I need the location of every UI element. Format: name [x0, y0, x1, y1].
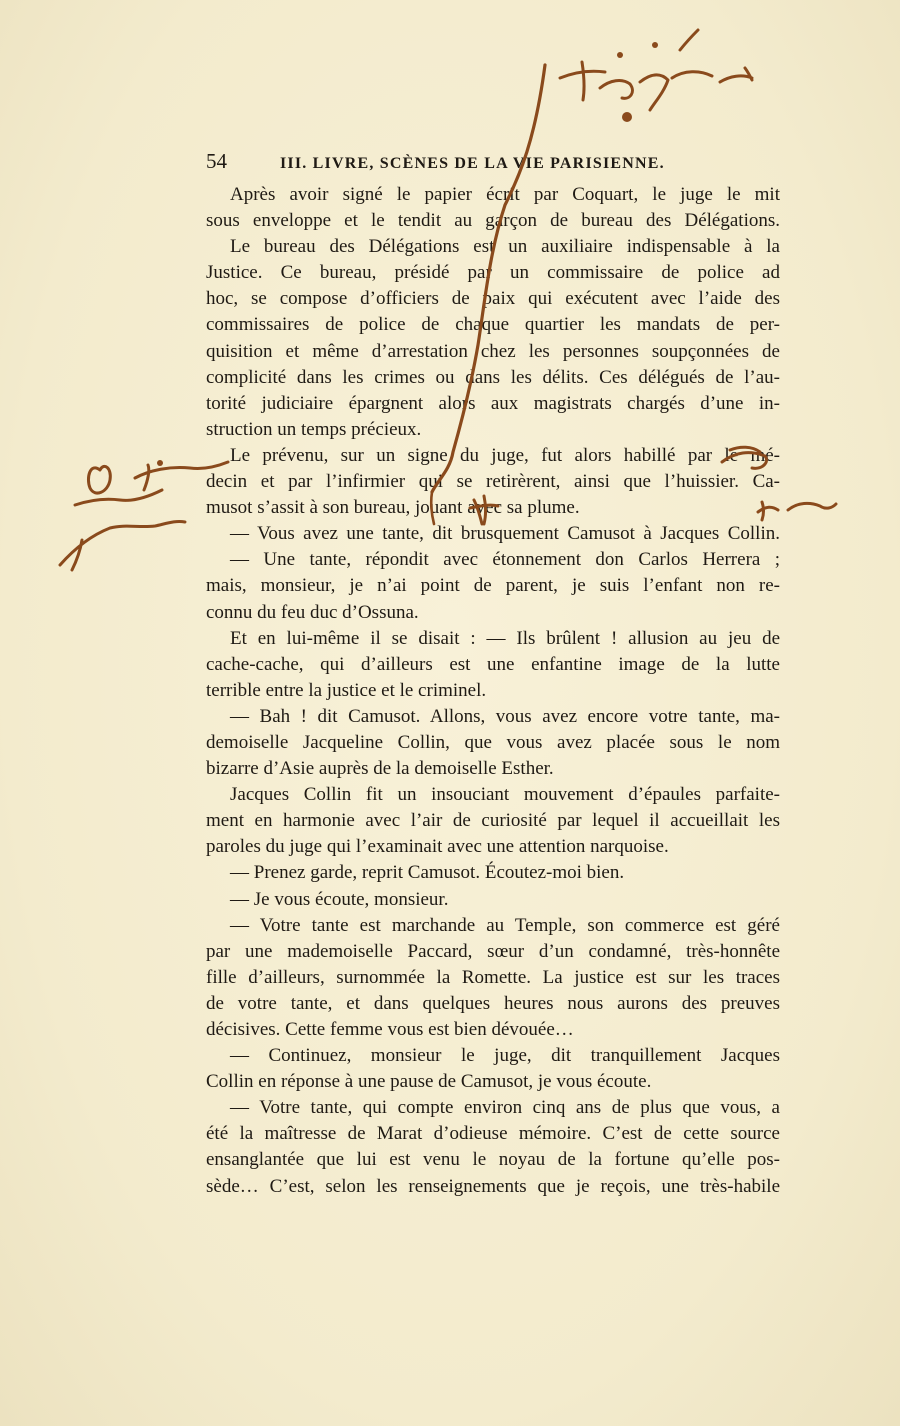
text-line: torité judiciaire épargnent alors aux magistrats chargés d’une in-	[206, 392, 780, 414]
text-line: Justice. Ce bureau, présidé par un commissaire de police ad	[206, 262, 780, 284]
margin-mark	[680, 30, 698, 50]
text-line: — Continuez, monsieur le juge, dit tranquillement Jacques	[230, 1045, 780, 1067]
ink-dot	[617, 52, 623, 58]
page-header	[206, 149, 780, 174]
text-line: par une mademoiselle Paccard, sœur d’un condamné, très-honnête	[206, 940, 780, 962]
text-line: décisives. Cette femme vous est bien dévouée…	[206, 1019, 574, 1040]
text-line: sous enveloppe et le tendit au garçon de bureau des Délégations.	[206, 210, 780, 232]
text-line: musot s’assit à son bureau, jouant avec sa plume.	[206, 497, 580, 519]
text-line: Collin en réponse à une pause de Camusot, je vous écoute.	[206, 1071, 652, 1093]
ink-dot	[652, 42, 658, 48]
text-line: Et en lui-même il se disait : — Ils brûlent ! allusion au jeu de	[230, 627, 780, 649]
text-line: demoiselle Jacqueline Collin, que vous avez placée sous le nom	[206, 731, 780, 753]
margin-correction-top	[560, 62, 752, 110]
text-line: ensanglantée que lui est venu le noyau de la fortune qu’elle pos-	[206, 1149, 780, 1171]
text-line: — Prenez garde, reprit Camusot. Écoutez-moi bien.	[230, 862, 625, 884]
text-line: — Vous avez une tante, dit brusquement Camusot à Jacques Collin.	[230, 523, 780, 545]
body-text	[206, 182, 780, 1200]
running-head: III. LIVRE, SCÈNES DE LA VIE PARISIENNE.	[280, 155, 665, 172]
text-line: été la maîtresse de Marat d’odieuse mémoire. C’est de cette source	[206, 1123, 780, 1145]
text-line: cache-cache, qui d’ailleurs est une enfantine image de la lutte	[206, 653, 780, 675]
text-line: Après avoir signé le papier écrit par Coquart, le juge le mit	[230, 184, 780, 205]
text-line: de votre tante, et dans quelques heures nous aurons des preuves	[206, 992, 780, 1014]
text-line: commissaires de police de chaque quartier les mandats de per-	[206, 314, 780, 336]
text-line: — Une tante, répondit avec étonnement don Carlos Herrera ;	[230, 549, 780, 571]
margin-correction-left-o	[88, 466, 110, 493]
text-line: connu du feu duc d’Ossuna.	[206, 601, 419, 623]
text-line: Le bureau des Délégations est un auxiliaire indispensable à la	[230, 236, 780, 258]
text-line: bizarre d’Asie auprès de la demoiselle Esther.	[206, 758, 554, 780]
text-line: complicité dans les crimes ou dans les délits. Ces délégués de l’au-	[206, 366, 780, 388]
text-line: ment en harmonie avec l’air de curiosité par lequel il accueillait les	[206, 810, 780, 832]
ink-dot	[157, 460, 163, 466]
text-line: sède… C’est, selon les renseignements que je reçois, une très-habile	[206, 1175, 780, 1197]
text-line: hoc, se compose d’officiers de paix qui exécutent avec l’aide des	[206, 288, 780, 310]
page-number: 54	[206, 149, 227, 173]
ink-dot	[622, 112, 632, 122]
text-line: terrible entre la justice et le criminel.	[206, 679, 487, 701]
text-line: Jacques Collin fit un insouciant mouvement d’épaules parfaite-	[230, 784, 780, 806]
text-line: — Bah ! dit Camusot. Allons, vous avez encore votre tante, ma-	[230, 705, 780, 727]
text-line: — Votre tante, qui compte environ cinq ans de plus que vous, a	[230, 1097, 780, 1119]
text-line: mais, monsieur, je n’ai point de parent, je suis l’enfant non re-	[206, 575, 780, 597]
text-line: fille d’ailleurs, surnommée la Romette. La justice est sur les traces	[206, 966, 780, 988]
text-line: Le prévenu, sur un signe du juge, fut alors habillé par le mé-	[230, 444, 780, 466]
text-line: — Je vous écoute, monsieur.	[230, 888, 449, 910]
text-line: quisition et même d’arrestation chez les personnes soupçonnées de	[206, 340, 780, 362]
margin-correction-left	[60, 462, 228, 570]
text-line: — Votre tante est marchande au Temple, son commerce est géré	[230, 914, 780, 936]
text-line: struction un temps précieux.	[206, 418, 422, 440]
text-line: paroles du juge qui l’examinait avec une attention narquoise.	[206, 836, 669, 858]
text-line: decin et par l’infirmier qui se retirèrent, ainsi que l’huissier. Ca-	[206, 471, 780, 493]
